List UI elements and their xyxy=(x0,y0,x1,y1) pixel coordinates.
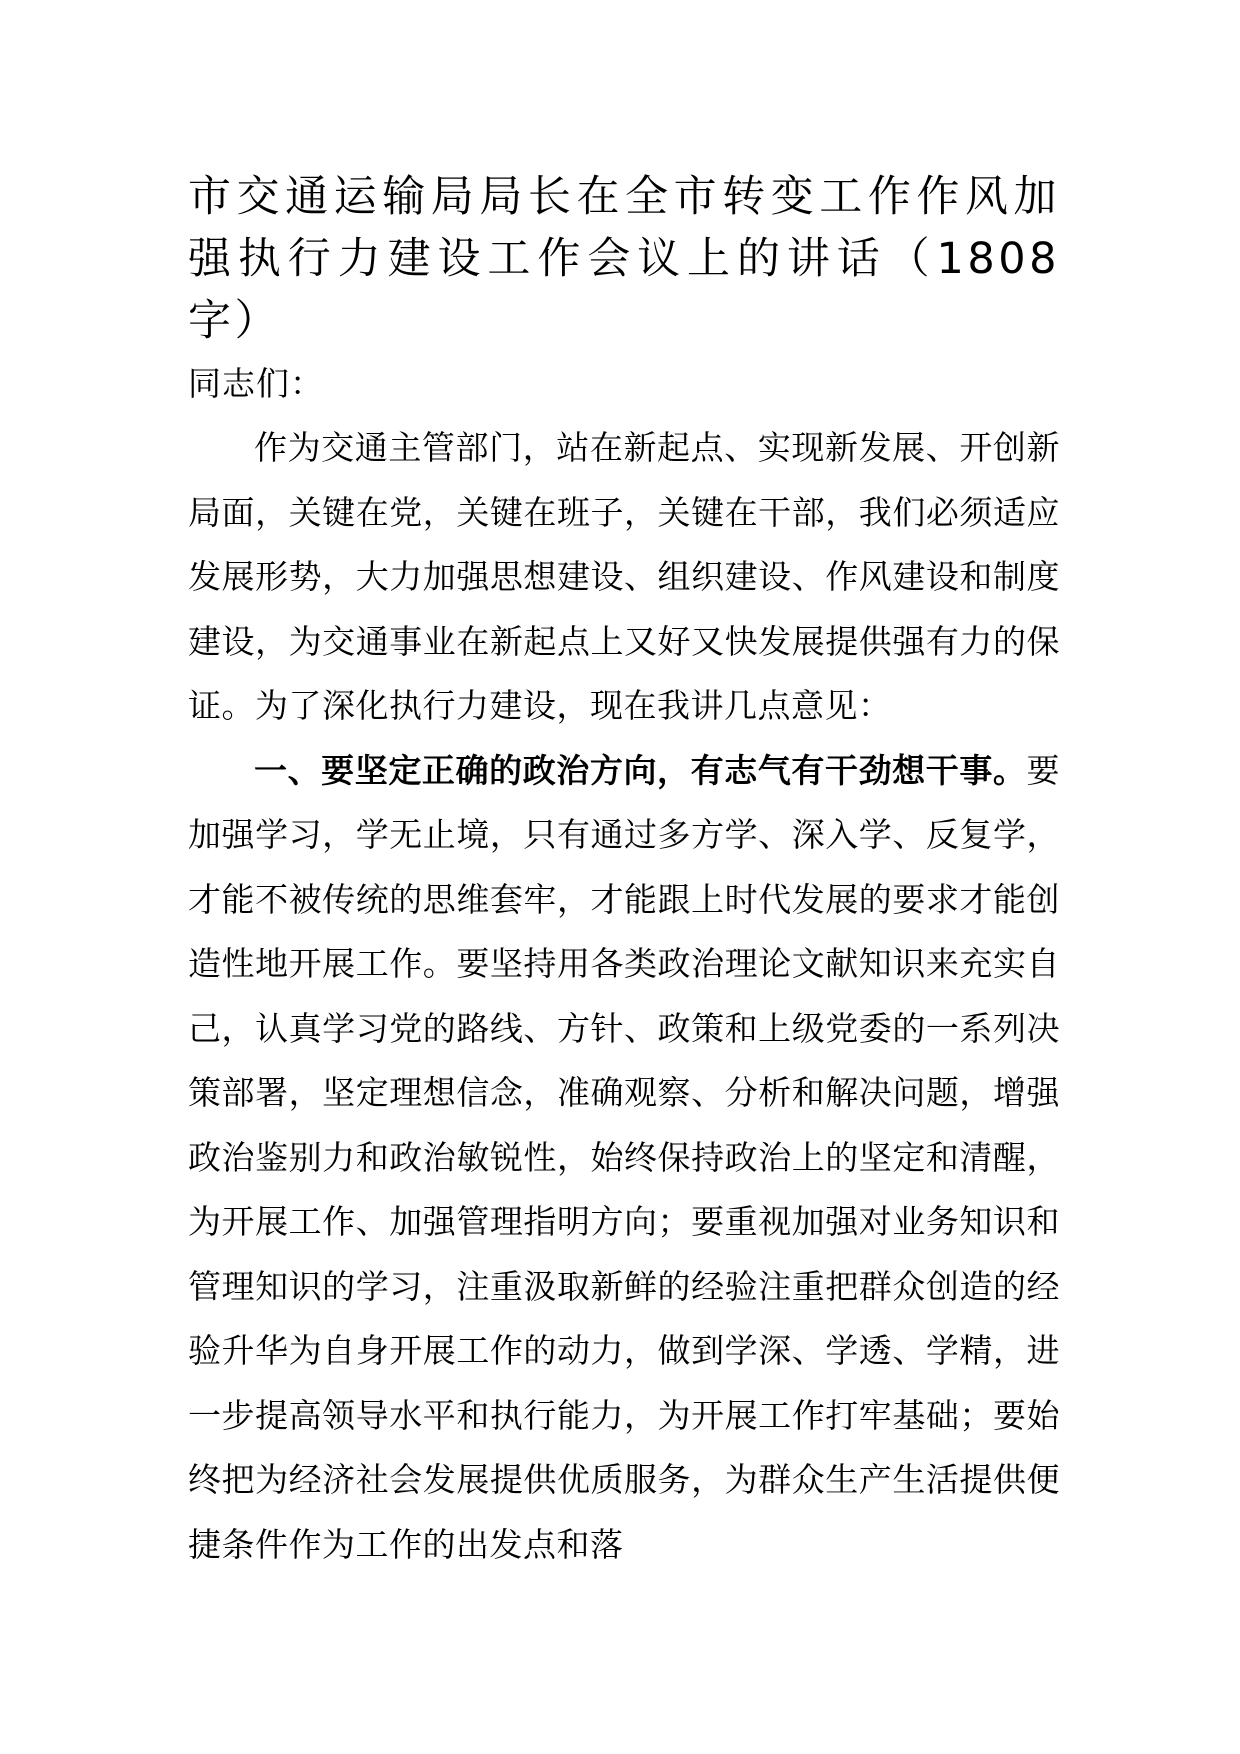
paragraph-section-1 xyxy=(188,739,1060,1578)
document-body xyxy=(188,166,1060,1577)
section-1-heading: 一、要坚定正确的政治方向，有志气有干劲想干事。 xyxy=(254,750,1027,790)
salutation: 同志们： xyxy=(188,364,324,403)
document-title: 市交通运输局局长在全市转变工作作风加强执行力建设工作会议上的讲话（1808字） xyxy=(188,172,1060,346)
section-1-body: 要加强学习，学无止境，只有通过多方学、深入学、反复学，才能不被传统的思维套牢，才能跟上时代发展的要求才能创造性地开展工作。要坚持用各类政治理论文献知识来充实自己，认真学习党的路线、方针、政策和上级党委的一系列决策部署，坚定理想信念，准确观察、分析和解决问题，增强政治鉴别力和政治敏锐性，始终保持政治上的坚定和清醒，为开展工作、加强管理指明方向；要重视加强对业务知识和管理知识的学习，注重汲取新鲜的经验注重把群众创造的经验升华为自身开展工作的动力，做到学深、学透、学精，进一步提高领导水平和执行能力，为开展工作打牢基础；要始终把为经济社会发展提供优质服务，为群众生产生活提供便捷条件作为工作的出发点和落 xyxy=(188,750,1060,1564)
paragraph-intro: 作为交通主管部门，站在新起点、实现新发展、开创新局面，关键在党，关键在班子，关键在干部，我们必须适应发展形势，大力加强思想建设、组织建设、作风建设和制度建设，为交通事业在新起点上又好又快发展提供强有力的保证。为了深化执行力建设，现在我讲几点意见： xyxy=(188,428,1060,725)
